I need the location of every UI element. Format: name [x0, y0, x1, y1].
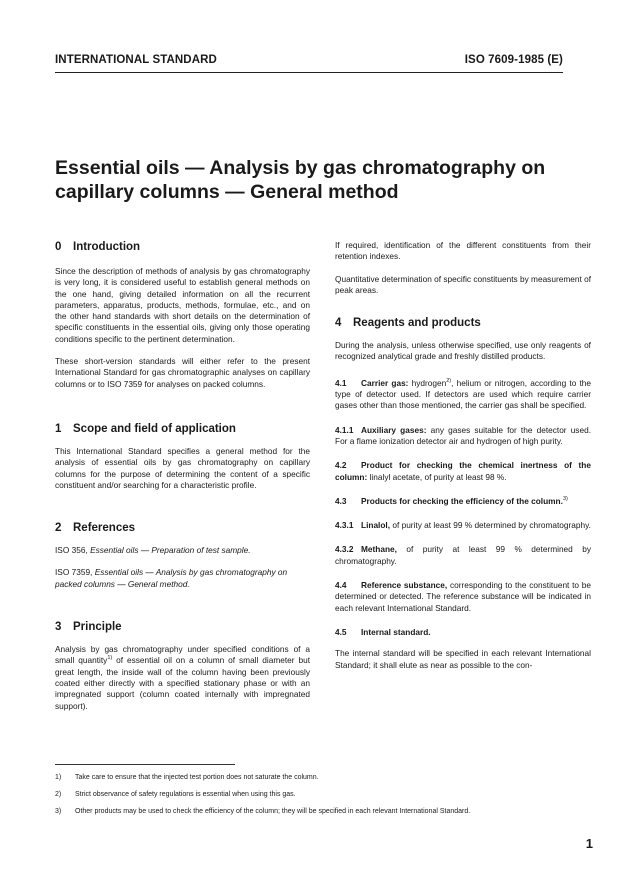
clause-4-5-paragraph: The internal standard will be specified in each relevant International Standard; it shall elute as near as possible to the con- [335, 648, 591, 670]
identification-paragraph: If required, identification of the different constituents from their retention indexes. [335, 240, 591, 262]
footnote-1: 1) Take care to ensure that the injected test portion does not saturate the column. [55, 774, 319, 781]
section-1-heading: 1 Scope and field of application [55, 422, 236, 435]
header-standard-type: INTERNATIONAL STANDARD [55, 54, 217, 66]
clause-4-4-reference-substance: 4.4 Reference substance, corresponding to the constituent to be determined or detected. The reference substance will be indicated in each relevant International Standard. [335, 580, 591, 613]
title-line-1: Essential oils — Analysis by gas chromatography on [55, 157, 546, 179]
section-4-paragraph-1: During the analysis, unless otherwise specified, use only reagents of recognized analytical grade and freshly distilled products. [335, 340, 591, 362]
page-number: 1 [585, 836, 593, 851]
footnote-2: 2) Strict observance of safety regulations is essential when using this gas. [55, 791, 296, 798]
document-title [55, 156, 575, 204]
section-3-paragraph-1: Analysis by gas chromatography under specified conditions of a small quantity$^{1)}$ of essential oil on a column of small diameter but great length, the inside wall of the column having been previously coated either directly with a specified stationary phase or with an impregnated support (column coated internally with impregnated support). [55, 644, 311, 711]
clause-4-1-carrier-gas: 4.1 Carrier gas: hydrogen$^{2)}$, helium or nitrogen, according to the type of detector used. If detectors are used which require carrier gases other than those mentioned, the carrier gas shall be specified. [335, 377, 592, 411]
clause-4-3-efficiency-products: 4.3 Products for checking the efficiency of the column.$^{3)}$ [335, 495, 568, 506]
section-3-heading: 3 Principle [55, 621, 122, 634]
clause-4-2-inertness-product: 4.2 Product for checking the chemical inertness of the column: linalyl acetate, of purity at least 98 %. [335, 460, 591, 482]
header-rule [55, 72, 563, 73]
reference-iso-7359: ISO 7359, Essential oils — Analysis by gas chromatography on packed columns — General method. [55, 567, 288, 589]
right-column [335, 240, 591, 671]
section-4-heading: 4 Reagents and products [335, 317, 481, 330]
section-0-heading: 0 Introduction [55, 241, 141, 253]
footnote-rule [55, 764, 235, 765]
section-2-heading: 2 References [55, 522, 136, 535]
clause-4-3-2-methane: 4.3.2 Methane, of purity at least 99 % determined by chromatography. [335, 544, 591, 566]
header-standard-number: ISO 7609-1985 (E) [464, 54, 563, 66]
footnote-3: 3) Other products may be used to check the efficiency of the column; they will be specified in each relevant International Standard. [55, 808, 471, 815]
title-line-2: capillary columns — General method [55, 181, 399, 203]
section-0-paragraph-1: Since the description of methods of analysis by gas chromatography is very long, it is considered useful to establish general methods on the one hand, giving detailed information on all the recurrent parameters, apparatus, products, methods, formulae, etc., and on the other hand standards with short details on the determination of specific constituents in the essential oils, giving only those operating conditions specific to the pertinent determination. [55, 266, 310, 344]
quantitative-paragraph: Quantitative determination of specific constituents by measurement of peak areas. [335, 273, 591, 295]
clause-4-1-1-auxiliary-gases: 4.1.1 Auxiliary gases: any gases suitable for the detector used. For a flame ionization detector air and hydrogen of high purity. [335, 424, 591, 446]
section-1-paragraph-1: This International Standard specifies a general method for the analysis of essential oils by gas chromatography on capillary columns for the purpose of determining the content of a specific constituent and/or searching for a characteristic profile. [55, 445, 310, 490]
clause-4-3-1-linalol: 4.3.1 Linalol, of purity at least 99 % determined by chromatography. [335, 520, 591, 531]
footnotes [55, 773, 595, 824]
left-column [55, 240, 310, 712]
section-0-paragraph-2: These short-version standards will either refer to the present International Standard for gas chromatographic analyses on capillary columns or to ISO 7359 for analyses on packed columns. [55, 356, 310, 389]
clause-4-5-heading: 4.5 Internal standard. [335, 626, 431, 637]
reference-iso-356: ISO 356, Essential oils — Preparation of test sample. [55, 545, 251, 556]
